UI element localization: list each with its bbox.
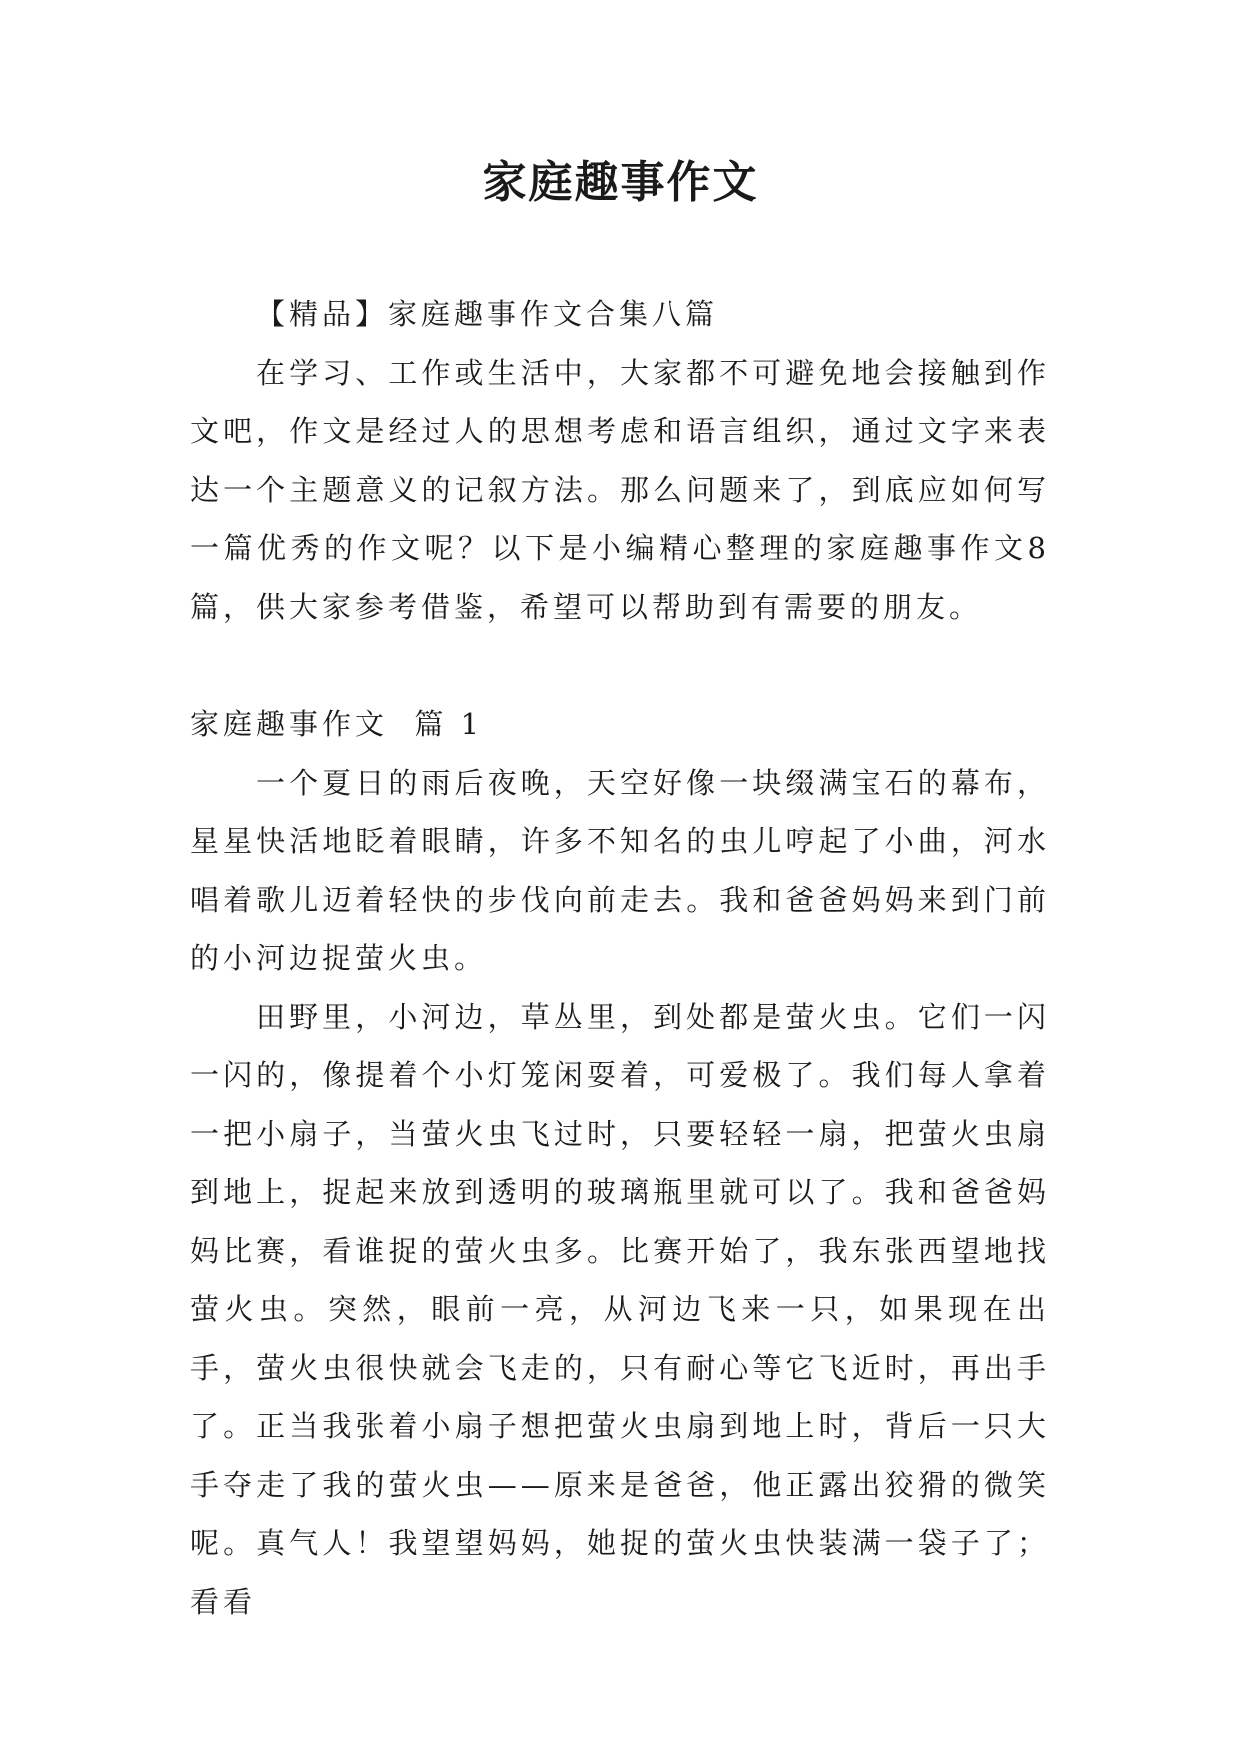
document-body: [190, 285, 1050, 1631]
document-title: 家庭趣事作文: [482, 157, 759, 208]
collection-subtitle: 【精品】家庭趣事作文合集八篇: [256, 297, 719, 331]
essay-paragraph-1: 一个夏日的雨后夜晚，天空好像一块缀满宝石的幕布，星星快活地眨着眼睛，许多不知名的虫儿哼起了小曲，河水唱着歌儿迈着轻快的步伐向前走去。我和爸爸妈妈来到门前的小河边捉萤火虫。: [190, 765, 1050, 975]
essay-paragraph-2: 田野里，小河边，草丛里，到处都是萤火虫。它们一闪一闪的，像提着个小灯笼闲耍着，可爱极了。我们每人拿着一把小扇子，当萤火虫飞过时，只要轻轻一扇，把萤火虫扇到地上，捉起来放到透明的玻璃瓶里就可以了。我和爸爸妈妈比赛，看谁捉的萤火虫多。比赛开始了，我东张西望地找萤火虫。突然，眼前一亮，从河边飞来一只，如果现在出手，萤火虫很快就会飞走的，只有耐心等它飞近时，再出手了。正当我张着小扇子想把萤火虫扇到地上时，背后一只大手夺走了我的萤火虫——原来是爸爸，他正露出狡猾的微笑呢。真气人！我望望妈妈，她捉的萤火虫快装满一袋子了；看看: [190, 999, 1050, 1619]
section-heading: 家庭趣事作文 篇 1: [190, 707, 484, 741]
section-spacer: [190, 636, 1050, 695]
intro-paragraph: 在学习、工作或生活中，大家都不可避免地会接触到作文吧，作文是经过人的思想考虑和语言组织，通过文字来表达一个主题意义的记叙方法。那么问题来了，到底应如何写一篇优秀的作文呢？以下是小编精心整理的家庭趣事作文8篇，供大家参考借鉴，希望可以帮助到有需要的朋友。: [190, 355, 1050, 624]
